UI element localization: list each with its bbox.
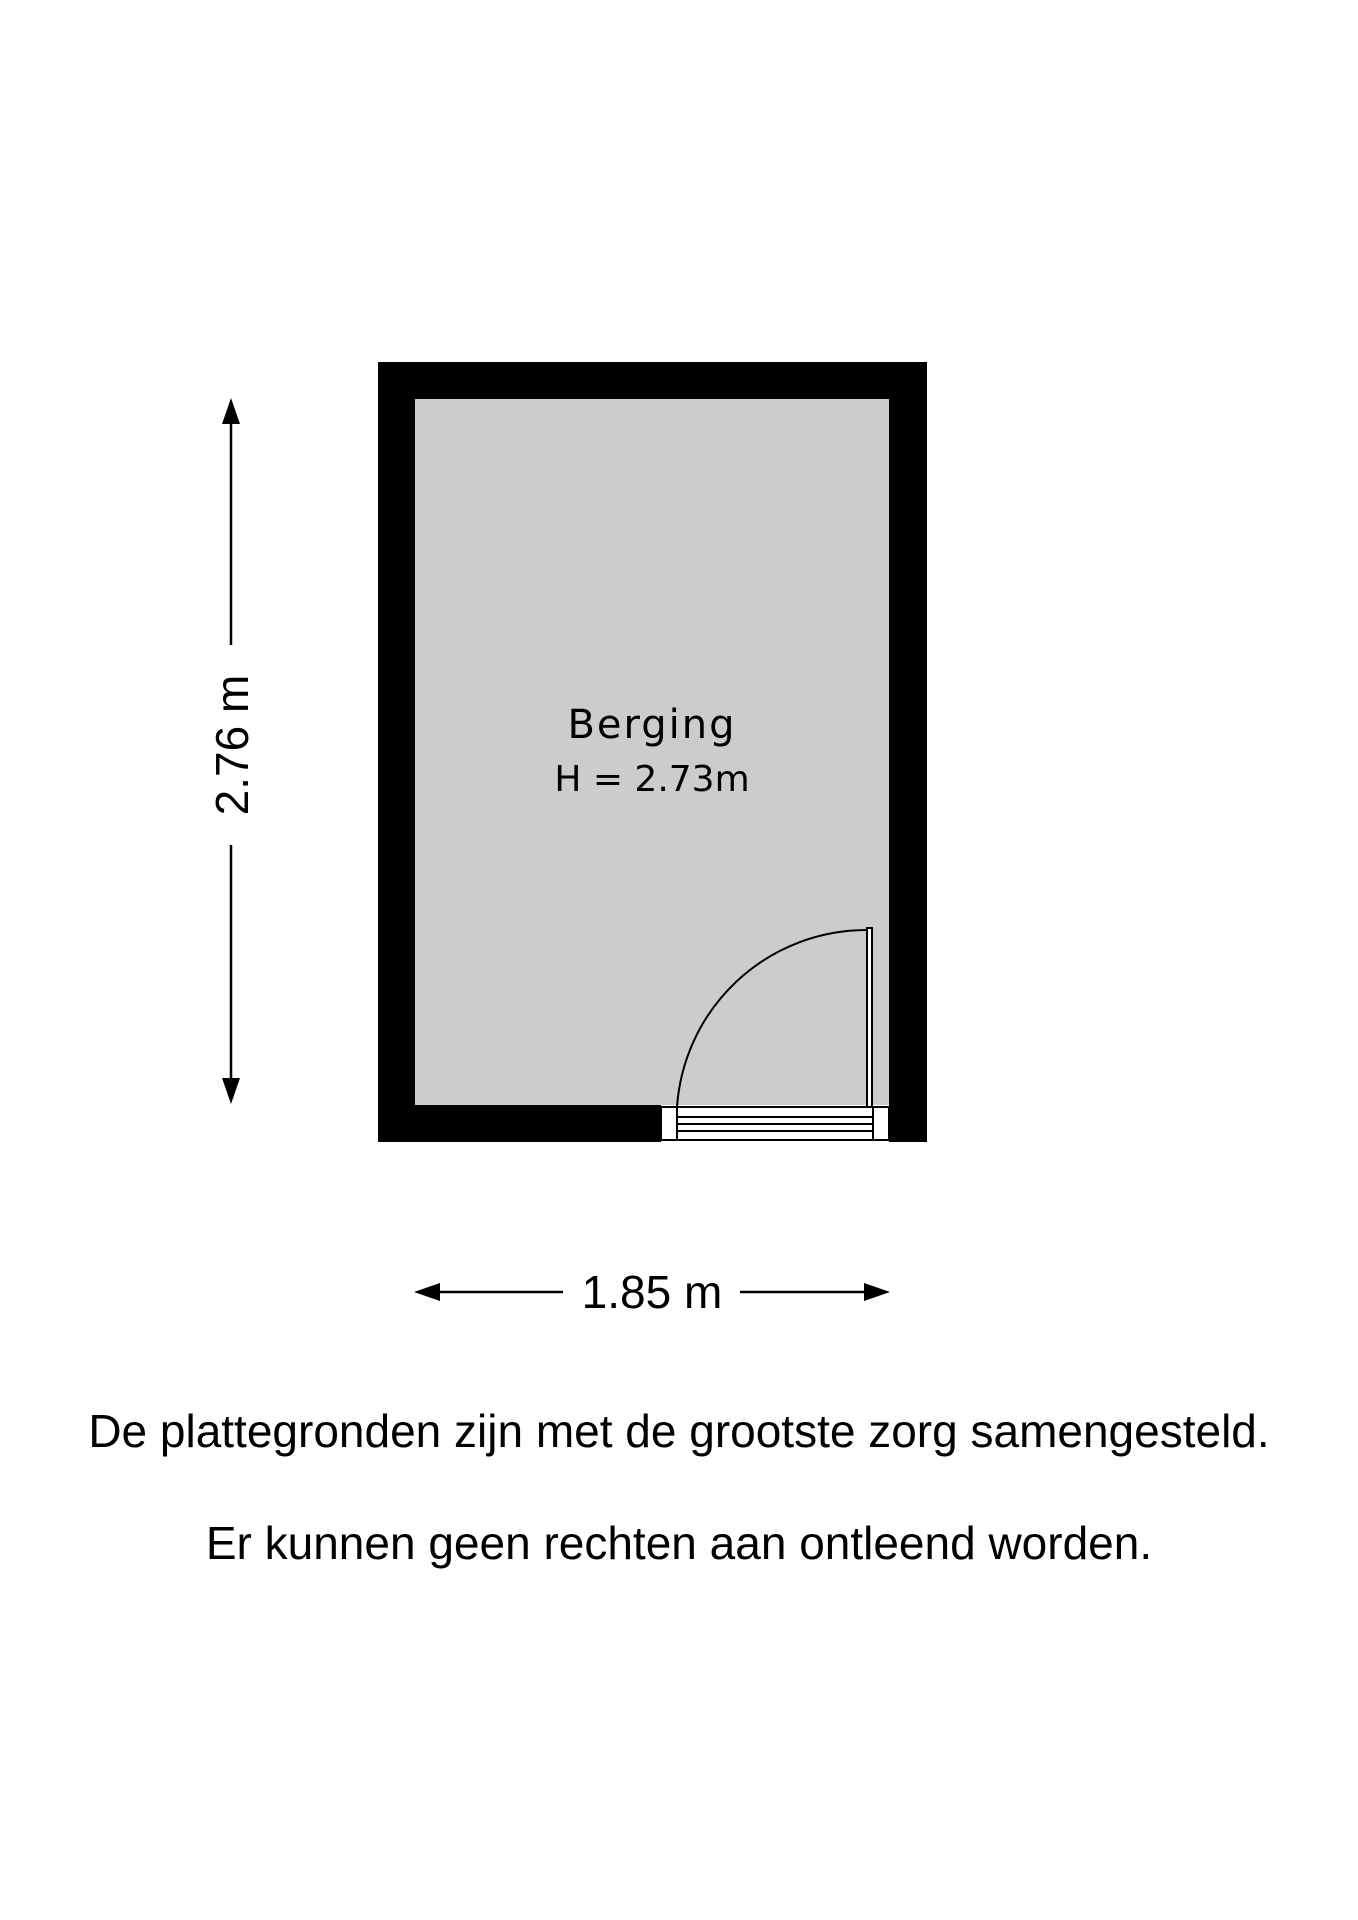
wall-top <box>378 362 927 399</box>
disclaimer-line-1: De plattegronden zijn met de grootste zorg samengesteld. <box>88 1405 1270 1457</box>
wall-right <box>889 362 927 1142</box>
wall-bottom-left <box>378 1105 661 1142</box>
wall-left <box>378 362 415 1142</box>
room-name: Berging <box>567 702 737 748</box>
door-threshold <box>661 1107 889 1140</box>
depth-label: 2.76 m <box>206 674 258 816</box>
room-floor <box>415 399 889 1105</box>
room-height: H = 2.73m <box>554 759 750 800</box>
width-arrow-left-icon <box>414 1283 440 1301</box>
width-arrow-right-icon <box>864 1283 890 1301</box>
wall-bottom-right <box>889 1105 927 1142</box>
disclaimer-line-2: Er kunnen geen rechten aan ontleend worden. <box>205 1517 1153 1569</box>
depth-arrow-down-icon <box>222 1078 240 1104</box>
door-leaf <box>867 928 872 1107</box>
depth-arrow-up-icon <box>222 398 240 424</box>
width-label: 1.85 m <box>581 1266 723 1318</box>
